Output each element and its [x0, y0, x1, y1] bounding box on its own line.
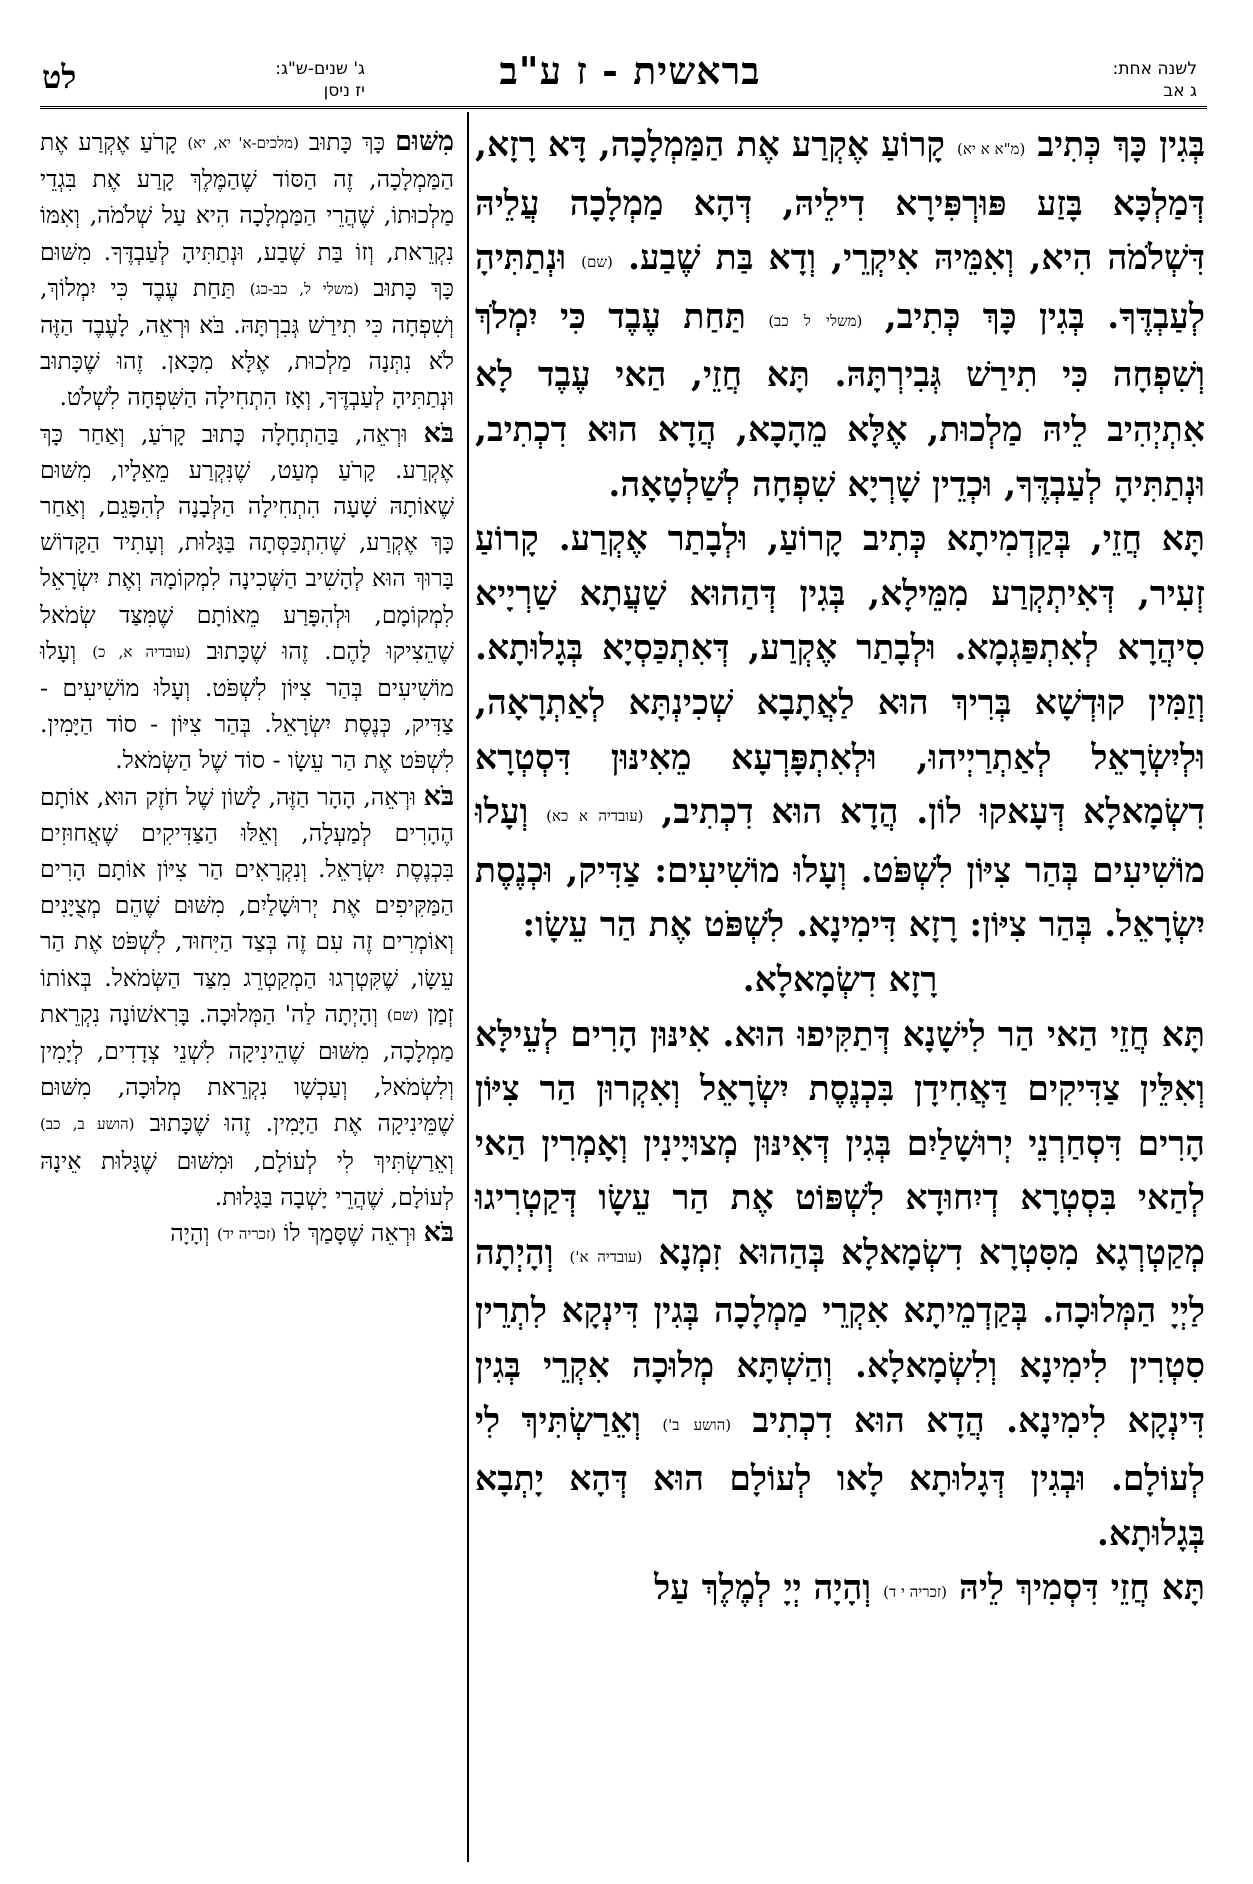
- header-left-top: ג' שנים-ש"ג:: [275, 59, 365, 79]
- header-right-bottom: ג אב: [1163, 81, 1197, 101]
- main-p1-ref1: (מ"א א יא): [957, 140, 1026, 158]
- main-p2: תָּא חֲזֵי, בְּקַדְמִיתָא כְּתִיב קָרוֹעַ, וּלְבָתַר אֶקְרַע. קָרוֹעַ זְעִיר, דְּאִיתְקְרַע מִמֵּילָא, בְּגִין דְּהַהוּא שַׁעֲתָא שַׁרְיָיא סִיהֲרָא לְאִתְפַּגְמָא. וּלְבָתַר אֶקְרַע, דְּאִתְכַּסְיָא בְּגָלוּתָא. וְזַמִּין קוּדְשָׁא בְּרִיךְ הוּא לַאֲתָבָא שְׁכִינְתָּא לְאַתְרָאָה, וּלְיִשְׂרָאֵל לְאַתְרַיְיהוּ, וּלְאִתְפָּרְעָא מֵאִינּוּן דִּסְטְרָא דִשְׂמָאלָא דְּעָאקוּ לוֹן. הֲדָא הוּא דִכְתִיב,: [475, 519, 1206, 833]
- main-p3: תָּא חֲזֵי הַאי הַר לִישָׁנָא דְּתַקִּיפוּ הוּא. אִינּוּן הָרִים לְעֵילָּא וְאִלֵּין צַדִּיקִים דַּאֲחִידָן בִּכְנֶסֶת יִשְׂרָאֵל וְאִקְרוּן הַר צִיּוֹן הָרִים דִּסְחַרְנֵי יְרוּשָׁלַיִם בְּגִין דְּאִינּוּן מְצוּיָינִין וְאָמְרִין הַאי לְהַאי בִּסְטְרָא דְיִחוּדָא לִשְׁפּוֹט אֶת הַר עֵשָׂו דְּקַטְרִיגוּ מְקַטְרְגָא מִסִּטְרָא דִשְׂמָאלָא בְּהַהוּא זִמְנָא: [475, 1014, 1205, 1273]
- side-s3-c: וְאֵרַשְׂתִּיךְ לִי לְעוֹלָם, וּמִשּׁוּם שֶׁגָּלוּת אֵינָהּ לְעוֹלָם, שֶׁהֲרֵי יָשְׁבָה בַּגָּלוּת.: [40, 1146, 454, 1211]
- header-right-info: [1037, 58, 1197, 102]
- side-s2-ref: (עובדיה א, כ): [92, 642, 191, 661]
- side-s4-a: וּרְאֵה שֶׁסָּמַךְ לוֹ: [283, 1219, 417, 1248]
- main-p3-ref: (עובדיה א'): [569, 1247, 643, 1266]
- header-right-top: לשנה אחת:: [1112, 59, 1197, 79]
- main-p1-d: תַּחַת עֶבֶד כִּי יִמְלֹךְ וְשִׁפְחָה כִּי תִירַשׁ גְּבִירְתָּהּ. תָּא חֲזֵי, הַאי עֶבֶד לָא אִתְיְהִיב לֵיהּ מַלְכוּת, אֶלָּא מֵהָכָא, הֲדָא הוּא דִכְתִיב, וּנְתַתִּיהָ לְעַבְדֶּךָ, וּכְדֵין שָׁרְיָא שִׁפְחָה לְשַׁלְטָאָה.: [475, 296, 1205, 505]
- side-s3-ref2: (הושע ב, כב): [40, 1115, 135, 1134]
- page-number: לט: [42, 58, 77, 96]
- side-s4-ref: (זכריה יד): [216, 1225, 277, 1244]
- main-p2-ref: (עובדיה א כא): [546, 807, 644, 826]
- side-s3-ref: (שם): [386, 1005, 419, 1024]
- side-s2-b: וְעָלוּ מוֹשִׁיעִים בְּהַר צִיּוֹן לִשְׁפֹּט. וְעָלוּ מוֹשִׁיעִים - צַדִּיק, כְּנֶסֶת יִשְׂרָאֵל. בְּהַר צִיּוֹן - סוֹד הַיָּמִין. לִשְׁפֹּט אֶת הַר עֵשָׂו - סוֹד שֶׁל הַשְּׂמֹאל.: [40, 636, 454, 775]
- side-s2-keyword: בֹּא: [423, 417, 454, 449]
- header-divider: [40, 106, 1207, 109]
- side-s4-b: וְהָיָה: [170, 1219, 210, 1248]
- column-divider: [467, 112, 469, 1862]
- main-p4-a: תָּא חֲזֵי דִּסְמִיךְ לֵיהּ: [959, 1568, 1205, 1609]
- main-p3-ref2: (הושע ב'): [662, 1415, 732, 1434]
- main-p4-ref: (זכריה י ד): [883, 1583, 947, 1602]
- main-paragraph-2: [475, 512, 1205, 953]
- side-s1-b: קָרֹעַ אֶקְרַע אֶת הַמַּמְלָכָה, זֶה הַסּוֹד שֶׁהַמֶּלֶךְ קָרַע אֶת בִּגְדֵי מַלְכוּתוֹ, שֶׁהֲרֵי הַמַּמְלָכָה הִיא עַל שְׁלֹמֹה, וְאִמּוֹ נִקְרֵאת, וְזוֹ בַּת שֶׁבַע, וּנְתַתִּיהָ לְעַבְדֶּךָ. מִשּׁוּם כָּךְ כָּתוּב: [40, 128, 454, 302]
- side-paragraph-2: [40, 416, 454, 779]
- main-p3-c: וְאֵרַשְׂתִּיךְ לִי לְעוֹלָם. וּבְגִין דְּגָלוּתָא לָאו לְעוֹלָם הוּא דְּהָא יָתְבָא בְּגָלוּתָא.: [475, 1400, 1205, 1554]
- page-title: בראשית - ז ע"ב: [499, 48, 761, 93]
- side-s3-keyword: בֹּא: [423, 780, 454, 812]
- main-paragraph-1: [475, 118, 1205, 512]
- main-p1-b: קָרוֹעַ אֶקְרַע אֶת הַמַּמְלָכָה, דָּא רָזָא, דְּמַלְכָּא בָּזַע פּוּרְפִּירָא דִילֵיהּ, דְּהָא מַמְלָכָה עֲלֵיהּ דִּשְׁלֹמֹה הִיא, וְאִמֵּיהּ אִיקְרֵי, וְדָא בַּת שֶׁבַע.: [475, 125, 1205, 279]
- main-p3-b: וְהָיְתָה לַיְיָ הַמְּלוּכָה. בְּקַדְמֵיתָא אִקְרֵי מַמְלָכָה בְּגִין דִּינְקָא לִתְרֵין סִטְרִין לִימִינָא וְלִשְׂמָאלָא. וְהַשְׁתָּא מְלוּכָה אִקְרֵי בְּגִין דִּינְקָא לִימִינָא. הֲדָא הוּא דִכְתִיב: [475, 1232, 1205, 1441]
- main-text-column: [475, 118, 1205, 1620]
- main-p2-c: רָזָא דִשְׂמָאלָא.: [742, 959, 938, 1000]
- side-paragraph-1: [40, 124, 454, 416]
- side-s1-ref2: (משלי ל, כב-כג): [249, 279, 360, 298]
- main-p4-b: וְהָיָה יְיָ לְמֶלֶךְ עַל: [654, 1568, 872, 1609]
- side-s2: וּרְאֵה, בַּהַתְחָלָה כָּתוּב קָרֹעַ, וְאַחַר כָּךְ אֶקְרַע. קָרֹעַ מְעַט, שֶׁנִּקְרַע מֵאֵלָיו, מִשּׁוּם שֶׁאוֹתָהּ שָׁעָה הִתְחִילָה הַלְּבָנָה לְהִפָּגֵם, וְאַחַר כָּךְ אֶקְרַע, שֶׁהִתְכַּסְּתָה בַּגָּלוּת, וְעָתִיד הַקָּדוֹשׁ בָּרוּךְ הוּא לְהָשִׁיב הַשְּׁכִינָה לִמְקוֹמָהּ וְאֶת יִשְׂרָאֵל לִמְקוֹמָם, וּלְהִפָּרַע מֵאוֹתָם שֶׁמִּצַּד שְׂמֹאל שֶׁהֵצִיקוּ לָהֶם. זֶהוּ שֶׁכָּתוּב: [40, 419, 454, 665]
- main-p2-b: וְעָלוּ מוֹשִׁיעִים בְּהַר צִיּוֹן לִשְׁפֹּט. וְעָלוּ מוֹשִׁיעִים: צַדִּיק, וּכְנֶסֶת יִשְׂרָאֵל. בְּהַר צִיּוֹן: רָזָא דִּימִינָא. לִשְׁפֹּט אֶת הַר עֵשָׂו:: [475, 792, 1205, 946]
- main-p1-ref3: (משלי ל כב): [768, 311, 863, 330]
- header-left-bottom: יז ניסן: [323, 81, 365, 101]
- side-paragraph-3: [40, 779, 454, 1215]
- side-paragraph-4: [40, 1215, 454, 1252]
- side-s1-a: כָּךְ כָּתוּב: [308, 128, 386, 156]
- side-s3-b: וְהָיְתָה לַה' הַמְּלוּכָה. בָּרִאשׁוֹנָה נִקְרֵאת מַמְלָכָה, מִשּׁוּם שֶׁהֵינִיקָה לִשְׁנֵי צְדָדִים, לְיָמִין וְלִשְׂמֹאל, וְעַכְשָׁו נִקְרֵאת מְלוּכָה, מִשּׁוּם שֶׁמֵּינִיקָה אֶת הַיָּמִין. זֶהוּ שֶׁכָּתוּב: [40, 999, 454, 1138]
- main-p1-c: וּנְתַתִּיהָ לְעַבְדֶּךָ. בְּגִין כָּךְ כְּתִיב,: [475, 238, 1206, 337]
- header-left-info: [165, 58, 365, 102]
- side-s1-c: תַּחַת עֶבֶד כִּי יִמְלוֹךְ, וְשִׁפְחָה כִּי תִירַשׁ גְּבִרְתָּהּ. בֹּא וּרְאֵה, לָעֶבֶד הַזֶּה לֹא נִתְּנָה מַלְכוּת, אֶלָּא מִכָּאן. זֶהוּ שֶׁכָּתוּב וּנְתַתִּיהָ לְעַבְדֶּךָ, וְאָז הִתְחִילָה הַשִּׁפְחָה לִשְׁלֹט.: [40, 273, 454, 412]
- side-s4-keyword: בֹּא: [423, 1217, 454, 1249]
- main-paragraph-4: [475, 1561, 1205, 1620]
- main-paragraph-3: [475, 1008, 1205, 1562]
- main-p1-ref2: (שם): [581, 253, 613, 272]
- side-s3: וּרְאֵה, הָהָר הַזֶּה, לָשׁוֹן שֶׁל חֹזֶק הוּא, אוֹתָם הֶהָרִים לְמַעְלָה, וְאֵלּוּ הַצַּדִּיקִים שֶׁאֲחוּזִים בִּכְנֶסֶת יִשְׂרָאֵל. וְנִקְרָאִים הַר צִיּוֹן אוֹתָם הָרִים הַמַּקִּיפִים אֶת יְרוּשָׁלַיִם, מִשּׁוּם שֶׁהֵם מְצֻיָּנִים וְאוֹמְרִים זֶה עִם זֶה בְּצַד הַיִּחוּד, לִשְׁפֹּט אֶת הַר עֵשָׂו, שֶׁקִּטְרְגוּ הַמְקַטְרֵג מִצַּד הַשְּׂמֹאל. בְּאוֹתוֹ זְמַן: [40, 782, 454, 1028]
- side-s1-keyword: מִשּׁוּם: [395, 126, 454, 157]
- side-s1-ref1: (מלכים-א' יא, יא): [187, 134, 299, 152]
- commentary-column: [40, 124, 454, 1252]
- main-p1-a: בְּגִין כָּךְ כְּתִיב: [1037, 125, 1206, 165]
